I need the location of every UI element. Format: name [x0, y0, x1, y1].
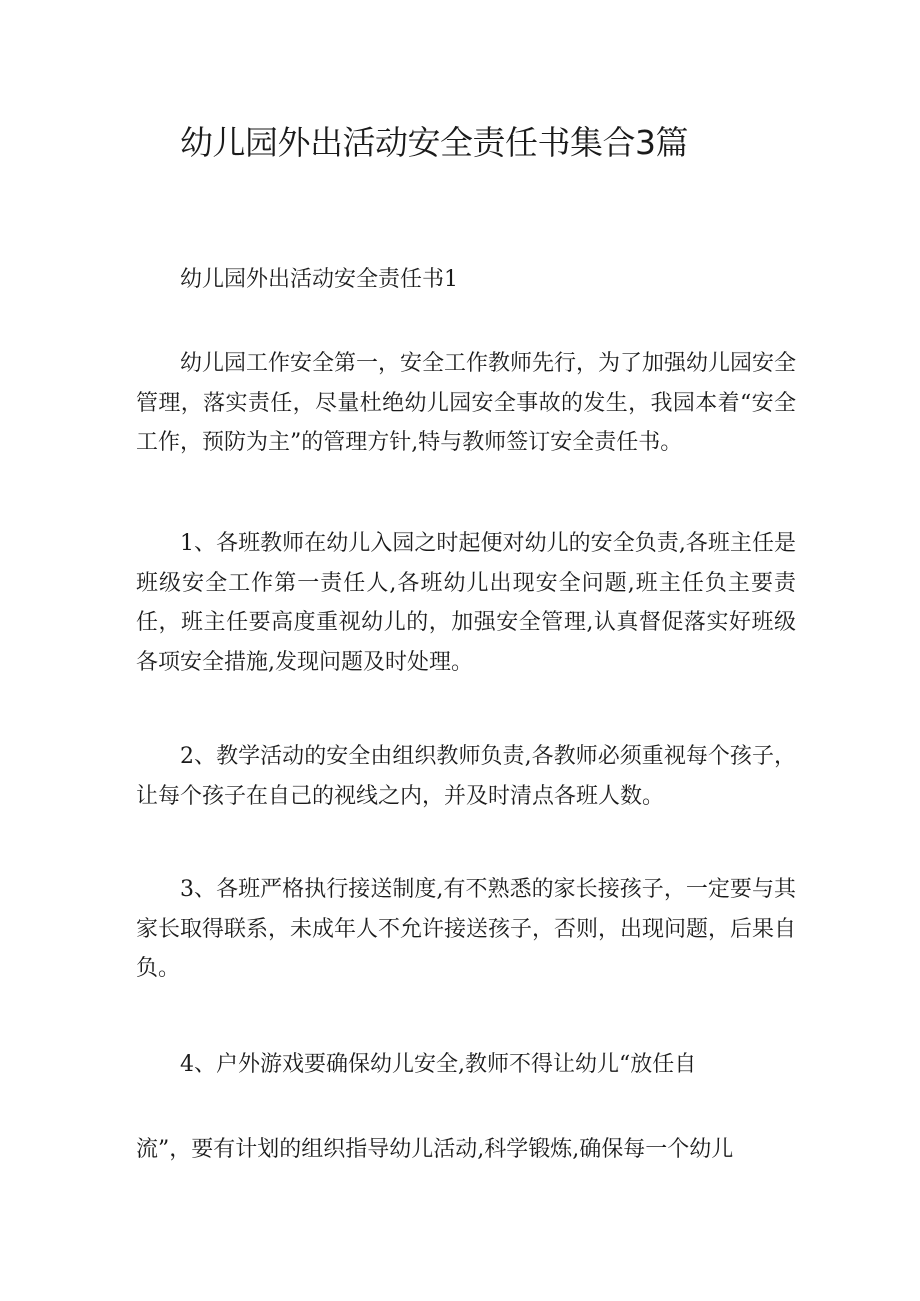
document-title: 幼儿园外出活动安全责任书集合3篇 [180, 123, 688, 162]
paragraph-item-1: 1、各班教师在幼儿入园之时起便对幼儿的安全负责,各班主任是班级安全工作第一责任人,各班幼儿出现安全问题,班主任负主要责任，班主任要高度重视幼儿的，加强安全管理,认真督促落实好班级各项安全措施,发现问题及时处理。 [136, 531, 796, 675]
intro-paragraph: 幼儿园工作安全第一，安全工作教师先行，为了加强幼儿园安全管理，落实责任，尽量杜绝幼儿园安全事故的发生，我园本着“安全工作，预防为主”的管理方针,特与教师签订安全责任书。 [136, 351, 797, 455]
paragraph-item-4-line-1: 4、户外游戏要确保幼儿安全,教师不得让幼儿“放任自 [180, 1052, 697, 1077]
paragraph-item-3: 3、各班严格执行接送制度,有不熟悉的家长接孩子，一定要与其家长取得联系，未成年人不允许接送孩子，否则，出现问题，后果自负。 [136, 877, 797, 981]
section-heading: 幼儿园外出活动安全责任书1 [180, 267, 458, 292]
paragraph-item-4-line-2: 流”，要有计划的组织指导幼儿活动,科学锻炼,确保每一个幼儿 [136, 1137, 734, 1162]
paragraph-item-2: 2、教学活动的安全由组织教师负责,各教师必须重视每个孩子，让每个孩子在自己的视线之内，并及时清点各班人数。 [136, 744, 796, 809]
